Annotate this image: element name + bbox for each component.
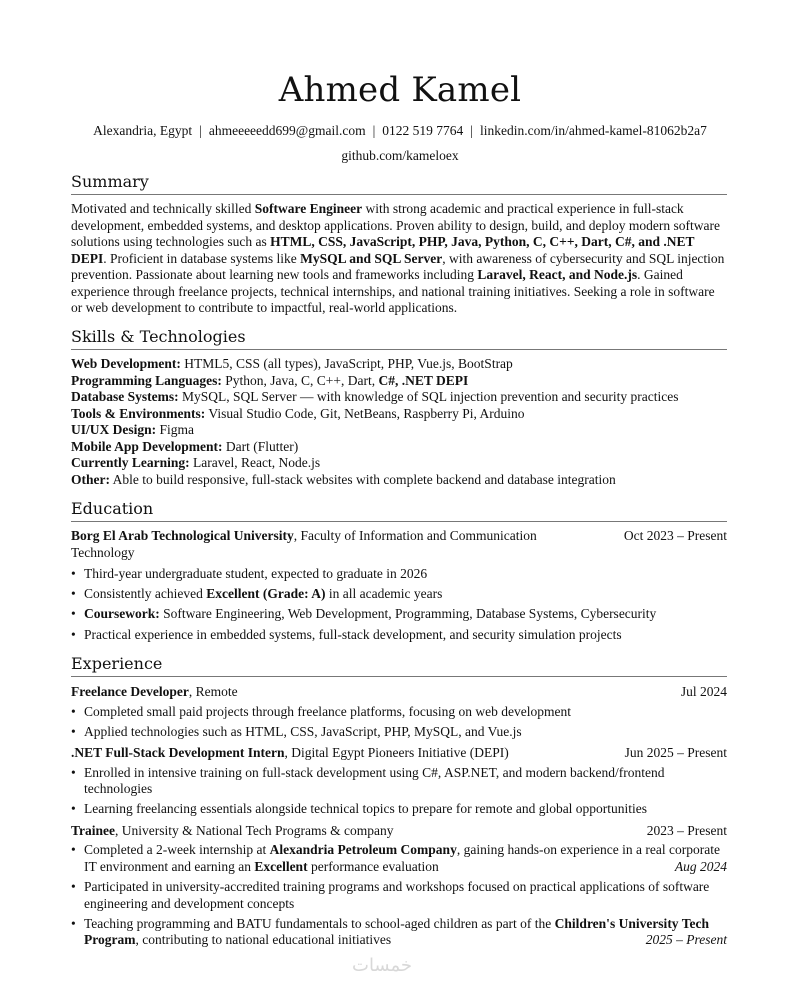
summary-text	[71, 201, 727, 317]
list-item	[71, 704, 727, 721]
summary-text-part: Motivated and technically skilled	[71, 201, 255, 216]
skill-value: Visual Studio Code, Git, NetBeans, Raspberry Pi, Arduino	[205, 405, 525, 421]
bullet-text: Participated in university-accredited training programs and workshops focused on practical applications of software engineering and development concepts	[84, 879, 710, 911]
list-item	[71, 724, 727, 741]
bullet-text: , gaining hands-on experience in a real corporate IT environment and earning an	[84, 842, 720, 874]
bullet-text: Completed a 2-week internship at	[84, 842, 270, 858]
list-item	[71, 842, 727, 875]
separator: |	[372, 123, 376, 138]
skill-label: Web Development:	[71, 356, 181, 371]
bullet-text: Completed small paid projects through freelance platforms, focusing on web development	[84, 703, 571, 719]
job-bullets	[71, 704, 727, 741]
experience-title: Experience	[71, 654, 727, 677]
list-item	[71, 916, 727, 949]
job-role: .NET Full-Stack Development Intern	[71, 745, 285, 761]
education-bullets	[71, 566, 727, 643]
skill-value: Dart (Flutter)	[222, 438, 299, 454]
separator: |	[199, 123, 202, 138]
list-item	[71, 627, 727, 644]
skills-title: Skills & Technologies	[71, 327, 727, 350]
faculty-name-cont: Technology	[71, 544, 135, 560]
skill-label: UI/UX Design:	[71, 422, 157, 437]
summary-highlight: HTML, CSS, JavaScript, PHP, Java, Python, C, C++, Dart, C#, and .NET DEPI	[71, 234, 695, 266]
bullet-highlight: Alexandria Petroleum Company	[269, 842, 457, 858]
job-role: Trainee	[71, 822, 115, 838]
job-org: , Digital Egypt Pioneers Initiative (DEPI)	[284, 745, 509, 761]
skill-label: Tools & Environments:	[71, 405, 206, 421]
github-line	[0, 148, 800, 164]
bullet-date: 2025 – Present	[645, 932, 727, 948]
education-entry-header	[71, 528, 727, 561]
skill-value: Able to build responsive, full-stack websites with complete backend and database integration	[109, 471, 616, 487]
skill-row	[71, 455, 727, 472]
job-date: Jul 2024	[680, 684, 727, 699]
bullet-text: Learning freelancing essentials alongside technical topics to prepare for remote and global opportunities	[84, 801, 648, 817]
skill-row	[71, 439, 727, 456]
phone: 0122 519 7764	[382, 123, 464, 138]
summary-text-part: . Proficient in database systems like	[103, 250, 301, 266]
skill-label: Mobile App Development:	[71, 438, 223, 454]
skill-label: Database Systems:	[71, 389, 179, 404]
location: Alexandria, Egypt	[93, 123, 193, 138]
summary-text-part: with strong academic and practical experience in full-stack development, embedded systems, and desktop applications. Proven ability to design, build, and deploy modern software solutions using technologies such as	[71, 201, 720, 249]
skill-row	[71, 373, 727, 390]
bullet-text: Applied technologies such as HTML, CSS, JavaScript, PHP, MySQL, and Vue.js	[84, 723, 522, 739]
summary-text-part: . Gained experience through freelance projects, technical internships, and national training initiatives. Seeking a role in software or web development to contribute to impactful, real-world applications.	[71, 267, 715, 315]
skill-value: Figma	[156, 422, 195, 437]
separator: |	[470, 123, 473, 138]
skill-row	[71, 472, 727, 489]
job-role: Freelance Developer	[71, 684, 189, 699]
skills-list	[71, 356, 727, 488]
list-item	[71, 765, 727, 798]
skill-label: Other:	[71, 471, 110, 487]
skill-row	[71, 422, 727, 439]
skill-row	[71, 389, 727, 406]
summary-highlight: Software Engineer	[254, 201, 363, 216]
skill-value: Python, Java, C, C++, Dart,	[221, 372, 379, 388]
bullet-text: , contributing to national educational initiatives	[135, 932, 392, 948]
education-institution-line	[71, 528, 591, 545]
contact-line	[0, 123, 800, 139]
summary-section	[71, 172, 727, 317]
job-org: , Remote	[188, 684, 238, 699]
bullet-text: Third-year undergraduate student, expected to graduate in 2026	[84, 566, 428, 581]
bullet-highlight: Excellent	[254, 858, 308, 874]
education-title: Education	[71, 499, 727, 522]
bullet-highlight: Children's University Tech Program	[84, 915, 709, 948]
summary-highlight: MySQL and SQL Server	[300, 250, 443, 266]
skill-value: HTML5, CSS (all types), JavaScript, PHP, Vue.js, BootStrap	[180, 356, 513, 371]
experience-section	[71, 654, 727, 952]
bullet-text: Teaching programming and BATU fundamentals to school-aged children as part of the	[84, 915, 555, 931]
job-bullets	[71, 765, 727, 818]
skill-label: Currently Learning:	[71, 455, 190, 470]
bullet-highlight: Coursework:	[84, 606, 160, 622]
bullet-date: Aug 2024	[674, 858, 727, 874]
list-item	[71, 566, 727, 583]
list-item	[71, 879, 727, 912]
skill-value-bold: C#, .NET DEPI	[378, 372, 469, 388]
job-bullets	[71, 842, 727, 948]
job-date: Jun 2025 – Present	[624, 745, 727, 761]
watermark-logo: خمسات	[352, 955, 413, 976]
skill-row	[71, 406, 727, 423]
summary-highlight: Laravel, React, and Node.js	[477, 267, 638, 282]
github-link[interactable]: github.com/kameloex	[341, 148, 459, 163]
candidate-name: Ahmed Kamel	[278, 70, 522, 110]
email-link[interactable]: ahmeeeeedd699@gmail.com	[208, 123, 366, 138]
bullet-text: Consistently achieved	[84, 586, 207, 602]
bullet-text: Practical experience in embedded systems, full-stack development, and security simulation projects	[84, 626, 622, 642]
job-header	[71, 684, 727, 701]
skill-value: MySQL, SQL Server — with knowledge of SQL injection prevention and security practices	[178, 389, 679, 404]
institution-name: Borg El Arab Technological University	[71, 528, 294, 543]
skill-label: Programming Languages:	[71, 372, 222, 388]
skill-row	[71, 356, 727, 373]
bullet-highlight: Excellent (Grade: A)	[206, 586, 326, 602]
job-date: 2023 – Present	[646, 822, 727, 838]
list-item	[71, 801, 727, 818]
summary-title: Summary	[71, 172, 727, 195]
bullet-text: Software Engineering, Web Development, Programming, Database Systems, Cybersecurity	[159, 606, 657, 622]
job-header	[71, 823, 727, 840]
bullet-text: performance evaluation	[307, 858, 439, 874]
summary-text-part: , with awareness of cybersecurity and SQL injection prevention. Passionate about learning new tools and frameworks including	[71, 250, 725, 282]
list-item	[71, 606, 727, 623]
faculty-name: , Faculty of Information and Communication	[293, 528, 537, 543]
education-date: Oct 2023 – Present	[623, 528, 727, 543]
skill-value: Laravel, React, Node.js	[189, 455, 321, 470]
job-org: , University & National Tech Programs & company	[115, 822, 394, 838]
bullet-text: Enrolled in intensive training on full-stack development using C#, ASP.NET, and modern backend/frontend technologies	[84, 764, 665, 797]
linkedin-link[interactable]: linkedin.com/in/ahmed-kamel-81062b2a7	[480, 123, 707, 138]
bullet-text: in all academic years	[325, 586, 443, 602]
job-header	[71, 745, 727, 762]
list-item	[71, 586, 727, 603]
education-section	[71, 499, 727, 647]
skills-section	[71, 327, 727, 488]
